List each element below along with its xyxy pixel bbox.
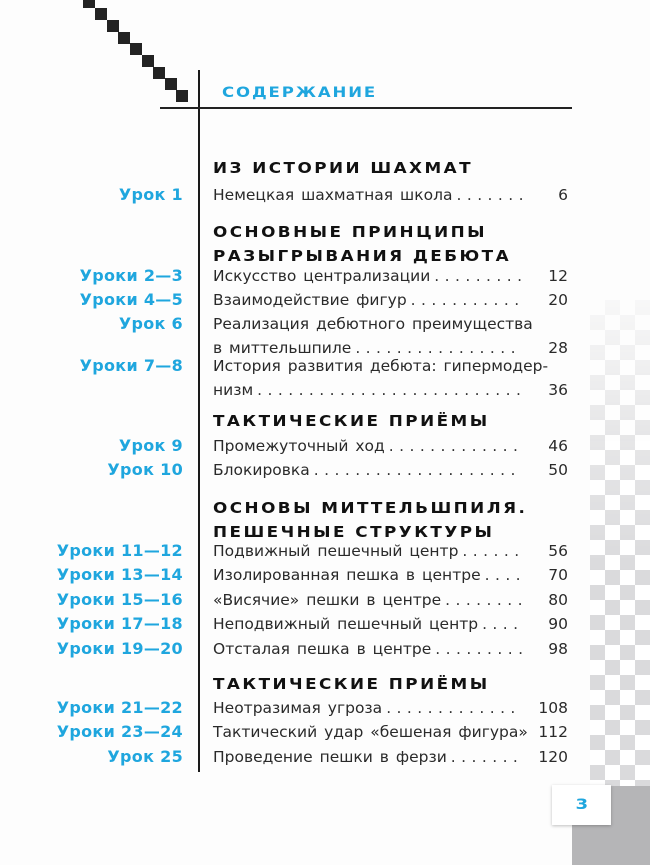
- page-number-box: [552, 785, 611, 825]
- entry-title: Немецкая шахматная школа: [213, 186, 453, 204]
- dot-leader: [462, 539, 522, 563]
- dot-leader: [451, 745, 521, 769]
- entry-title-line: История развития дебюта: гипермодер-: [213, 357, 549, 375]
- entry-page: 36: [548, 381, 568, 399]
- section-heading: ИЗ ИСТОРИИ ШАХМАТ: [213, 159, 474, 177]
- dot-leader: [434, 264, 522, 288]
- entry-title: Проведение пешки в ферзи: [213, 748, 447, 766]
- lesson-label: Уроки 4—5: [79, 290, 183, 309]
- section-heading: [213, 496, 527, 544]
- stair-square: [176, 90, 188, 102]
- dot-leader: [482, 612, 522, 636]
- vertical-divider: [198, 70, 200, 772]
- lesson-label: Уроки 7—8: [79, 356, 183, 375]
- dot-leader: [386, 696, 520, 720]
- stair-square: [153, 67, 165, 79]
- lesson-label: Урок 9: [118, 436, 183, 455]
- lesson-label: Уроки 17—18: [56, 614, 183, 633]
- entry-page: 80: [548, 591, 568, 609]
- toc-entry[interactable]: [213, 354, 568, 402]
- toc-entry[interactable]: [213, 183, 568, 207]
- entry-page: 28: [548, 339, 568, 357]
- section-heading: ТАКТИЧЕСКИЕ ПРИЁМЫ: [213, 412, 490, 430]
- section-heading: ТАКТИЧЕСКИЕ ПРИЁМЫ: [213, 675, 490, 693]
- header-rule: [160, 107, 572, 109]
- lesson-label: Уроки 19—20: [56, 639, 183, 658]
- stair-square: [165, 78, 177, 90]
- dot-leader: [257, 378, 522, 402]
- toc-entry[interactable]: [213, 588, 568, 612]
- page-title: СОДЕРЖАНИЕ: [222, 85, 378, 101]
- entry-page: 120: [538, 748, 568, 766]
- entry-page: 98: [548, 640, 568, 658]
- toc-entry[interactable]: [213, 264, 568, 288]
- page-number: 3: [575, 797, 588, 813]
- toc-entry[interactable]: [213, 745, 568, 769]
- stair-square: [95, 8, 107, 20]
- toc-entry[interactable]: [213, 612, 568, 636]
- entry-title-line: низм: [213, 381, 254, 399]
- entry-page: 46: [548, 437, 568, 455]
- toc-entry[interactable]: [213, 312, 568, 360]
- stair-square: [130, 43, 142, 55]
- dot-leader: [445, 588, 522, 612]
- dot-leader: [435, 637, 522, 661]
- entry-page: 20: [548, 291, 568, 309]
- dot-leader: [314, 458, 522, 482]
- lesson-label: Уроки 15—16: [56, 590, 183, 609]
- lesson-label: Урок 6: [118, 314, 183, 333]
- stair-square: [118, 32, 130, 44]
- lesson-label: Уроки 11—12: [56, 541, 183, 560]
- entry-title: Промежуточный ход: [213, 437, 385, 455]
- entry-title: Неотразимая угроза: [213, 699, 383, 717]
- section-heading-line: ОСНОВЫ МИТТЕЛЬШПИЛЯ.: [213, 499, 528, 517]
- entry-page: 108: [538, 699, 568, 717]
- entry-page: 12: [548, 267, 568, 285]
- dot-leader: [485, 563, 522, 587]
- entry-page: 90: [548, 615, 568, 633]
- toc-entry[interactable]: [213, 637, 568, 661]
- dot-leader: [389, 434, 522, 458]
- lesson-label: Урок 1: [118, 185, 183, 204]
- entry-title: Искусство централизации: [213, 267, 431, 285]
- section-heading-line: ОСНОВНЫЕ ПРИНЦИПЫ: [213, 223, 488, 241]
- entry-title: Блокировка: [213, 461, 310, 479]
- dot-leader: [411, 288, 522, 312]
- entry-page: 6: [558, 186, 568, 204]
- entry-page: 56: [548, 542, 568, 560]
- dot-leader: [456, 183, 522, 207]
- section-heading: [213, 220, 511, 268]
- toc-entry[interactable]: [213, 458, 568, 482]
- entry-title: Изолированная пешка в центре: [213, 566, 481, 584]
- toc-entry[interactable]: [213, 539, 568, 563]
- entry-title: Тактический удар «бешеная фигура»: [213, 723, 528, 741]
- entry-page: 50: [548, 461, 568, 479]
- lesson-label: Урок 10: [107, 460, 183, 479]
- entry-title: Взаимодействие фигур: [213, 291, 407, 309]
- entry-title: Подвижный пешечный центр: [213, 542, 459, 560]
- stair-square: [142, 55, 154, 67]
- lesson-label: Урок 25: [107, 747, 183, 766]
- entry-page: 70: [548, 566, 568, 584]
- toc-entry[interactable]: [213, 720, 568, 744]
- section-heading-line: РАЗЫГРЫВАНИЯ ДЕБЮТА: [213, 247, 512, 265]
- toc-entry[interactable]: [213, 696, 568, 720]
- lesson-label: Уроки 2—3: [79, 266, 183, 285]
- toc-entry[interactable]: [213, 288, 568, 312]
- lesson-label: Уроки 13—14: [56, 565, 183, 584]
- lesson-label: Уроки 23—24: [56, 722, 183, 741]
- toc-entry[interactable]: [213, 434, 568, 458]
- entry-title: «Висячие» пешки в центре: [213, 591, 442, 609]
- entry-title: Неподвижный пешечный центр: [213, 615, 479, 633]
- entry-title-line: в миттельшпиле: [213, 339, 352, 357]
- entry-page: 112: [538, 723, 568, 741]
- lesson-label: Уроки 21—22: [56, 698, 183, 717]
- stair-square: [83, 0, 95, 8]
- checker-pattern: [590, 300, 650, 800]
- stair-square: [107, 20, 119, 32]
- entry-title-line: Реализация дебютного преимущества: [213, 315, 533, 333]
- section-heading-line: ПЕШЕЧНЫЕ СТРУКТУРЫ: [213, 523, 495, 541]
- toc-entry[interactable]: [213, 563, 568, 587]
- entry-title: Отсталая пешка в центре: [213, 640, 432, 658]
